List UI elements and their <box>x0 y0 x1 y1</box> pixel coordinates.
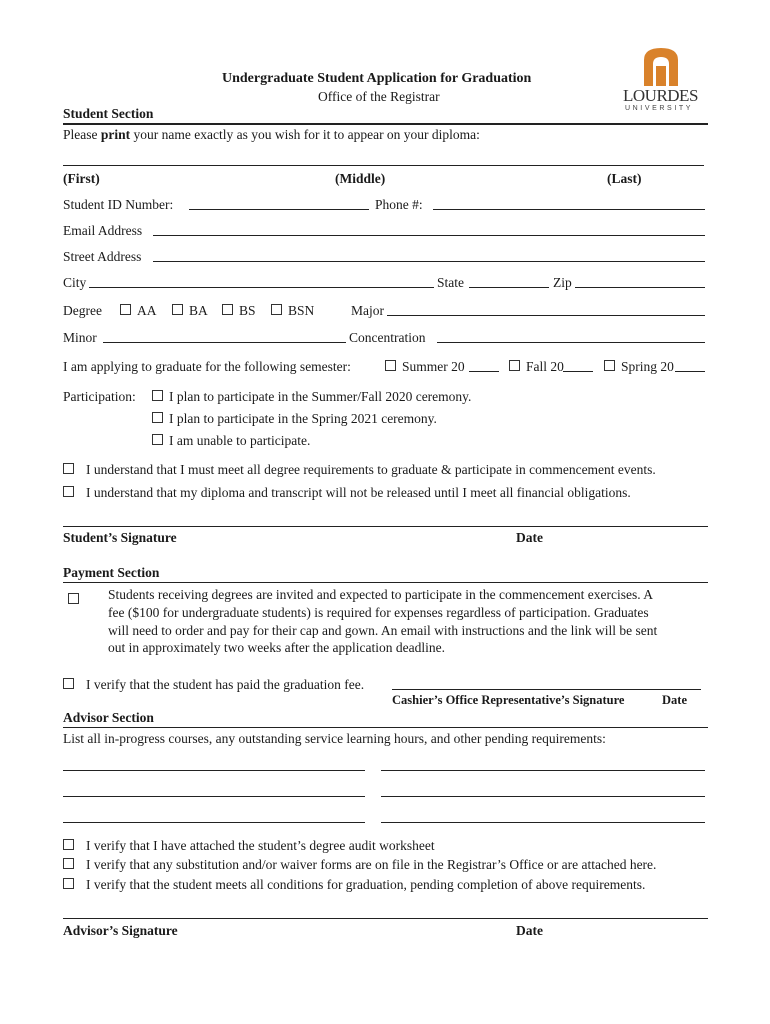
name-instruction <box>63 127 480 143</box>
ack-requirements-label: I understand that I must meet all degree requirements to graduate & participate in commencement events. <box>86 462 656 477</box>
first-name-label: (First) <box>63 171 100 186</box>
advisor-verify-conditions-label: I verify that the student meets all conditions for graduation, pending completion of above requirements. <box>86 877 646 892</box>
requirement-field-left-2[interactable] <box>63 796 365 797</box>
requirement-field-left-1[interactable] <box>63 770 365 771</box>
degree-bs-label: BS <box>239 303 256 318</box>
email-label: Email Address <box>63 223 143 238</box>
street-label: Street Address <box>63 249 142 264</box>
checkbox-icon <box>68 593 79 604</box>
checkbox-icon[interactable] <box>271 304 282 315</box>
checkbox-icon[interactable] <box>152 390 163 401</box>
participation-label: Participation: <box>63 389 136 404</box>
payment-section-heading: Payment Section <box>63 565 160 580</box>
minor-label: Minor <box>63 330 97 345</box>
spring-year-field[interactable] <box>675 371 705 372</box>
checkbox-icon[interactable] <box>509 360 520 371</box>
advisor-verify-audit-label: I verify that I have attached the student’s degree audit worksheet <box>86 838 435 853</box>
checkbox-icon[interactable] <box>172 304 183 315</box>
participation-option-3[interactable] <box>152 433 310 449</box>
degree-ba-label: BA <box>189 303 208 318</box>
semester-fall-option[interactable] <box>509 359 564 375</box>
payment-text-line-2: fee ($100 for undergraduate students) is required for expenses regardless of participation. Graduates <box>108 605 649 620</box>
requirement-field-right-3[interactable] <box>381 822 705 823</box>
requirement-field-left-3[interactable] <box>63 822 365 823</box>
participation-option-1-label: I plan to participate in the Summer/Fall 2020 ceremony. <box>169 389 472 404</box>
degree-aa-option[interactable] <box>120 303 157 319</box>
city-field[interactable] <box>89 287 434 288</box>
state-field[interactable] <box>469 287 549 288</box>
advisor-section-rule <box>63 727 708 728</box>
instruction-text-2: your name exactly as you wish for it to appear on your diploma: <box>130 127 480 142</box>
checkbox-icon[interactable] <box>152 434 163 445</box>
arch-icon <box>620 44 702 86</box>
payment-text-line-3: will need to order and pay for their cap and gown. An email with instructions and the link will be sent <box>108 623 658 638</box>
major-label: Major <box>351 303 384 318</box>
semester-summer-label: Summer 20 <box>402 359 465 374</box>
payment-info-bullet <box>68 591 85 609</box>
student-signature-label: Student’s Signature <box>63 530 177 545</box>
checkbox-icon[interactable] <box>152 412 163 423</box>
semester-summer-option[interactable] <box>385 359 465 375</box>
semester-label: I am applying to graduate for the following semester: <box>63 359 351 374</box>
form-title: Undergraduate Student Application for Graduation <box>222 71 532 86</box>
instruction-bold: print <box>100 127 131 142</box>
fall-year-field[interactable] <box>563 371 593 372</box>
participation-option-2[interactable] <box>152 411 437 427</box>
payment-verify[interactable] <box>63 677 364 693</box>
student-id-field[interactable] <box>189 209 369 210</box>
participation-option-1[interactable] <box>152 389 471 405</box>
semester-spring-option[interactable] <box>604 359 674 375</box>
checkbox-icon[interactable] <box>63 486 74 497</box>
street-field[interactable] <box>153 261 705 262</box>
phone-field[interactable] <box>433 209 705 210</box>
cashier-date-label: Date <box>662 693 687 707</box>
requirement-field-right-1[interactable] <box>381 770 705 771</box>
semester-fall-label: Fall 20 <box>526 359 564 374</box>
logo-name: LOURDES <box>623 86 698 105</box>
checkbox-icon[interactable] <box>604 360 615 371</box>
degree-bs-option[interactable] <box>222 303 256 319</box>
instruction-text-1: Please <box>63 127 101 142</box>
payment-verify-label: I verify that the student has paid the graduation fee. <box>86 677 365 692</box>
semester-spring-label: Spring 20 <box>621 359 674 374</box>
advisor-verify-conditions[interactable] <box>63 877 645 893</box>
checkbox-icon[interactable] <box>63 858 74 869</box>
form-subtitle: Office of the Registrar <box>318 89 440 104</box>
minor-field[interactable] <box>103 342 346 343</box>
degree-ba-option[interactable] <box>172 303 208 319</box>
state-label: State <box>437 275 464 290</box>
degree-label: Degree <box>63 303 102 318</box>
student-section-rule <box>63 123 708 125</box>
last-name-label: (Last) <box>607 171 642 186</box>
advisor-verify-forms-label: I verify that any substitution and/or waiver forms are on file in the Registrar’s Office or are attached here. <box>86 857 657 872</box>
participation-option-3-label: I am unable to participate. <box>169 433 311 448</box>
checkbox-icon[interactable] <box>63 839 74 850</box>
degree-bsn-option[interactable] <box>271 303 314 319</box>
payment-text-line-4: out in approximately two weeks after the application deadline. <box>108 640 446 655</box>
advisor-verify-audit[interactable] <box>63 838 435 854</box>
student-date-label: Date <box>516 530 543 545</box>
requirement-field-right-2[interactable] <box>381 796 705 797</box>
advisor-signature-line[interactable] <box>63 918 708 919</box>
payment-section-rule <box>63 582 708 583</box>
advisor-instruction: List all in-progress courses, any outstanding service learning hours, and other pending requirements: <box>63 731 606 746</box>
summer-year-field[interactable] <box>469 371 499 372</box>
ack-financial[interactable] <box>63 485 631 501</box>
advisor-section-heading: Advisor Section <box>63 710 154 725</box>
checkbox-icon[interactable] <box>63 678 74 689</box>
student-id-label: Student ID Number: <box>63 197 174 212</box>
phone-label: Phone #: <box>375 197 423 212</box>
ack-requirements[interactable] <box>63 462 656 478</box>
student-signature-line[interactable] <box>63 526 708 527</box>
payment-text-line-1: Students receiving degrees are invited and expected to participate in the commencement exercises. A <box>108 587 654 602</box>
checkbox-icon[interactable] <box>120 304 131 315</box>
participation-option-2-label: I plan to participate in the Spring 2021 ceremony. <box>169 411 437 426</box>
cashier-signature-field[interactable] <box>392 689 701 690</box>
checkbox-icon[interactable] <box>222 304 233 315</box>
full-name-field[interactable] <box>63 165 704 166</box>
major-field[interactable] <box>387 315 705 316</box>
degree-aa-label: AA <box>137 303 157 318</box>
concentration-label: Concentration <box>349 330 426 345</box>
checkbox-icon[interactable] <box>63 463 74 474</box>
zip-label: Zip <box>553 275 572 290</box>
advisor-verify-forms[interactable] <box>63 857 656 873</box>
degree-bsn-label: BSN <box>288 303 315 318</box>
middle-name-label: (Middle) <box>335 171 386 186</box>
email-field[interactable] <box>153 235 705 236</box>
city-label: City <box>63 275 87 290</box>
advisor-date-label: Date <box>516 923 543 938</box>
zip-field[interactable] <box>575 287 705 288</box>
logo-subname: UNIVERSITY <box>625 105 694 112</box>
checkbox-icon[interactable] <box>63 878 74 889</box>
checkbox-icon[interactable] <box>385 360 396 371</box>
advisor-signature-label: Advisor’s Signature <box>63 923 178 938</box>
student-section-heading: Student Section <box>63 106 154 121</box>
ack-financial-label: I understand that my diploma and transcript will not be released until I meet all financial obligations. <box>86 485 631 500</box>
concentration-field[interactable] <box>437 342 705 343</box>
cashier-signature-label: Cashier’s Office Representative’s Signature <box>392 693 625 707</box>
university-logo <box>620 44 702 116</box>
